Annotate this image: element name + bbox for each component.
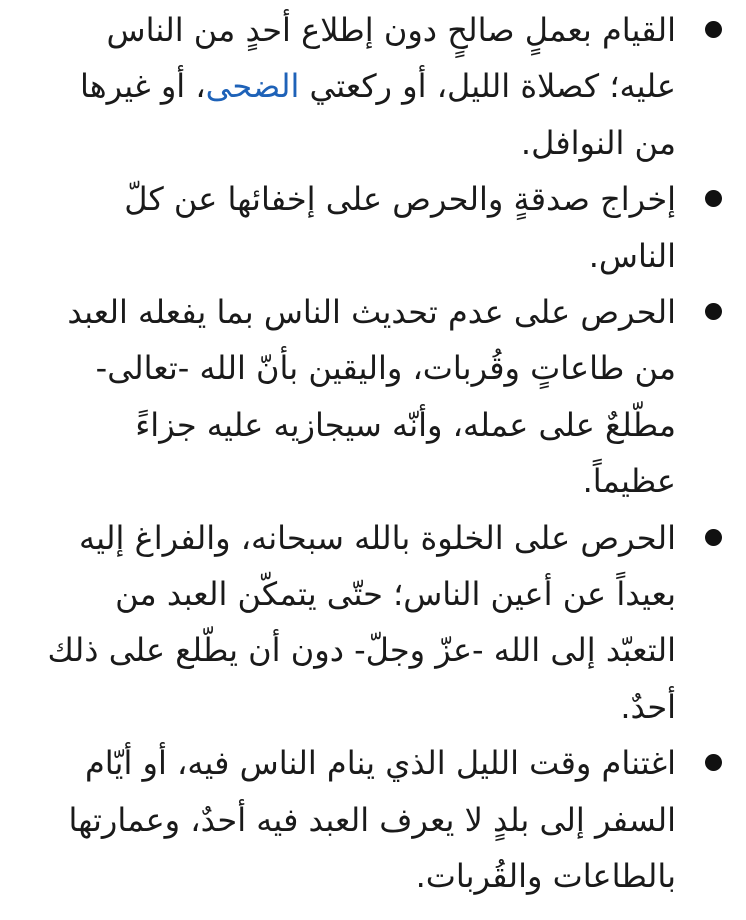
list-item <box>42 284 676 510</box>
list-item-text: اغتنام وقت الليل الذي ينام الناس فيه، أو أيّام السفر إلى بلدٍ لا يعرف العبد فيه أحدٌ، وعمارتها بالطاعات والقُربات. <box>68 744 676 896</box>
bullet-list <box>42 2 676 905</box>
list-item-text: الحرص على الخلوة بالله سبحانه، والفراغ إليه بعيداً عن أعين الناس؛ حتّى يتمكّن العبد من التعبّد إلى الله -عزّ وجلّ- دون أن يطّلع على ذلك أحدٌ. <box>47 518 676 726</box>
list-item-text: ، أو غيرها من النوافل. <box>79 67 676 162</box>
bullet-dot-icon <box>705 529 722 546</box>
list-item <box>42 171 676 284</box>
duha-prayer-link[interactable]: الضحى <box>205 67 300 106</box>
bullet-dot-icon <box>705 754 722 771</box>
bullet-dot-icon <box>705 21 722 38</box>
list-item-text: الحرص على عدم تحديث الناس بما يفعله العبد من طاعاتٍ وقُربات، واليقين بأنّ الله -تعالى- مطّلعٌ على عمله، وأنّه سيجازيه عليه جزاءً عظيماً. <box>67 293 676 501</box>
bullet-dot-icon <box>705 303 722 320</box>
list-item <box>42 2 676 171</box>
bullet-dot-icon <box>705 190 722 207</box>
list-item <box>42 510 676 736</box>
list-item-text: إخراج صدقةٍ والحرص على إخفائها عن كلّ الناس. <box>124 180 676 275</box>
list-item-text: القيام بعملٍ صالحٍ دون إطلاع أحدٍ من الناس عليه؛ كصلاة الليل، أو ركعتي <box>106 11 676 106</box>
list-item <box>42 735 676 904</box>
